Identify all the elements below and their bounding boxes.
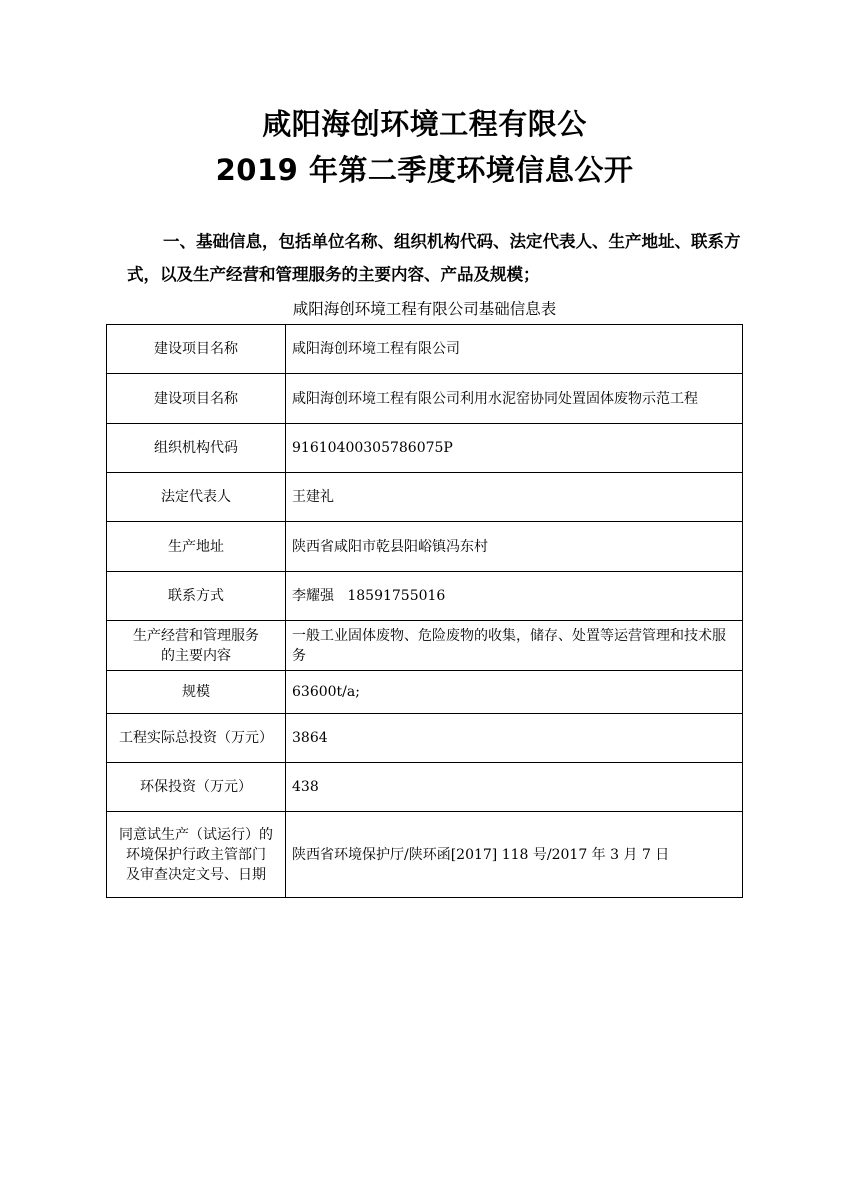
section-heading-text: 一、基础信息，包括单位名称、组织机构代码、法定代表人、生产地址、联系方式，以及生产经营和管理服务的主要内容、产品及规模； — [127, 232, 741, 284]
row-label-line: 环境保护行政主管部门 — [126, 846, 266, 863]
row-label-line: 的主要内容 — [161, 647, 231, 664]
table-caption: 咸阳海创环境工程有限公司基础信息表 — [292, 300, 557, 318]
table-row — [107, 812, 743, 898]
basic-info-table — [106, 324, 743, 898]
table-row — [107, 763, 743, 812]
row-label: 法定代表人 — [107, 473, 286, 522]
row-label: 建设项目名称 — [107, 325, 286, 374]
row-label: 生产地址 — [107, 522, 286, 572]
row-value: 3864 — [286, 714, 743, 763]
table-row — [107, 671, 743, 714]
row-value: 438 — [286, 763, 743, 812]
row-value: 咸阳海创环境工程有限公司 — [286, 325, 743, 374]
row-label — [107, 621, 286, 671]
row-label: 联系方式 — [107, 572, 286, 621]
row-value: 91610400305786075P — [286, 424, 743, 473]
row-value: 咸阳海创环境工程有限公司利用水泥窑协同处置固体废物示范工程 — [286, 374, 743, 424]
row-label-line: 及审查决定文号、日期 — [126, 866, 266, 883]
table-row — [107, 572, 743, 621]
table-row — [107, 473, 743, 522]
row-value: 陕西省咸阳市乾县阳峪镇冯东村 — [286, 522, 743, 572]
table-row — [107, 325, 743, 374]
table-row — [107, 714, 743, 763]
row-label: 规模 — [107, 671, 286, 714]
row-value: 李耀强 18591755016 — [286, 572, 743, 621]
row-value: 63600t/a; — [286, 671, 743, 714]
document-title-line1: 咸阳海创环境工程有限公 — [262, 107, 587, 141]
document-title-line2: 2019 年第二季度环境信息公开 — [215, 153, 634, 187]
row-label: 建设项目名称 — [107, 374, 286, 424]
section-heading — [127, 225, 747, 291]
row-label-line: 同意试生产（试运行）的 — [119, 826, 273, 843]
row-value: 陕西省环境保护厅/陕环函[2017] 118 号/2017 年 3 月 7 日 — [286, 812, 743, 898]
row-value: 一般工业固体废物、危险废物的收集，储存、处置等运营管理和技术服务 — [286, 621, 743, 671]
row-label: 环保投资（万元） — [107, 763, 286, 812]
table-row — [107, 621, 743, 671]
table-row — [107, 424, 743, 473]
row-label-line: 生产经营和管理服务 — [133, 627, 259, 644]
table-row — [107, 522, 743, 572]
row-label: 组织机构代码 — [107, 424, 286, 473]
row-label — [107, 812, 286, 898]
row-label: 工程实际总投资（万元） — [107, 714, 286, 763]
table-row — [107, 374, 743, 424]
row-value: 王建礼 — [286, 473, 743, 522]
